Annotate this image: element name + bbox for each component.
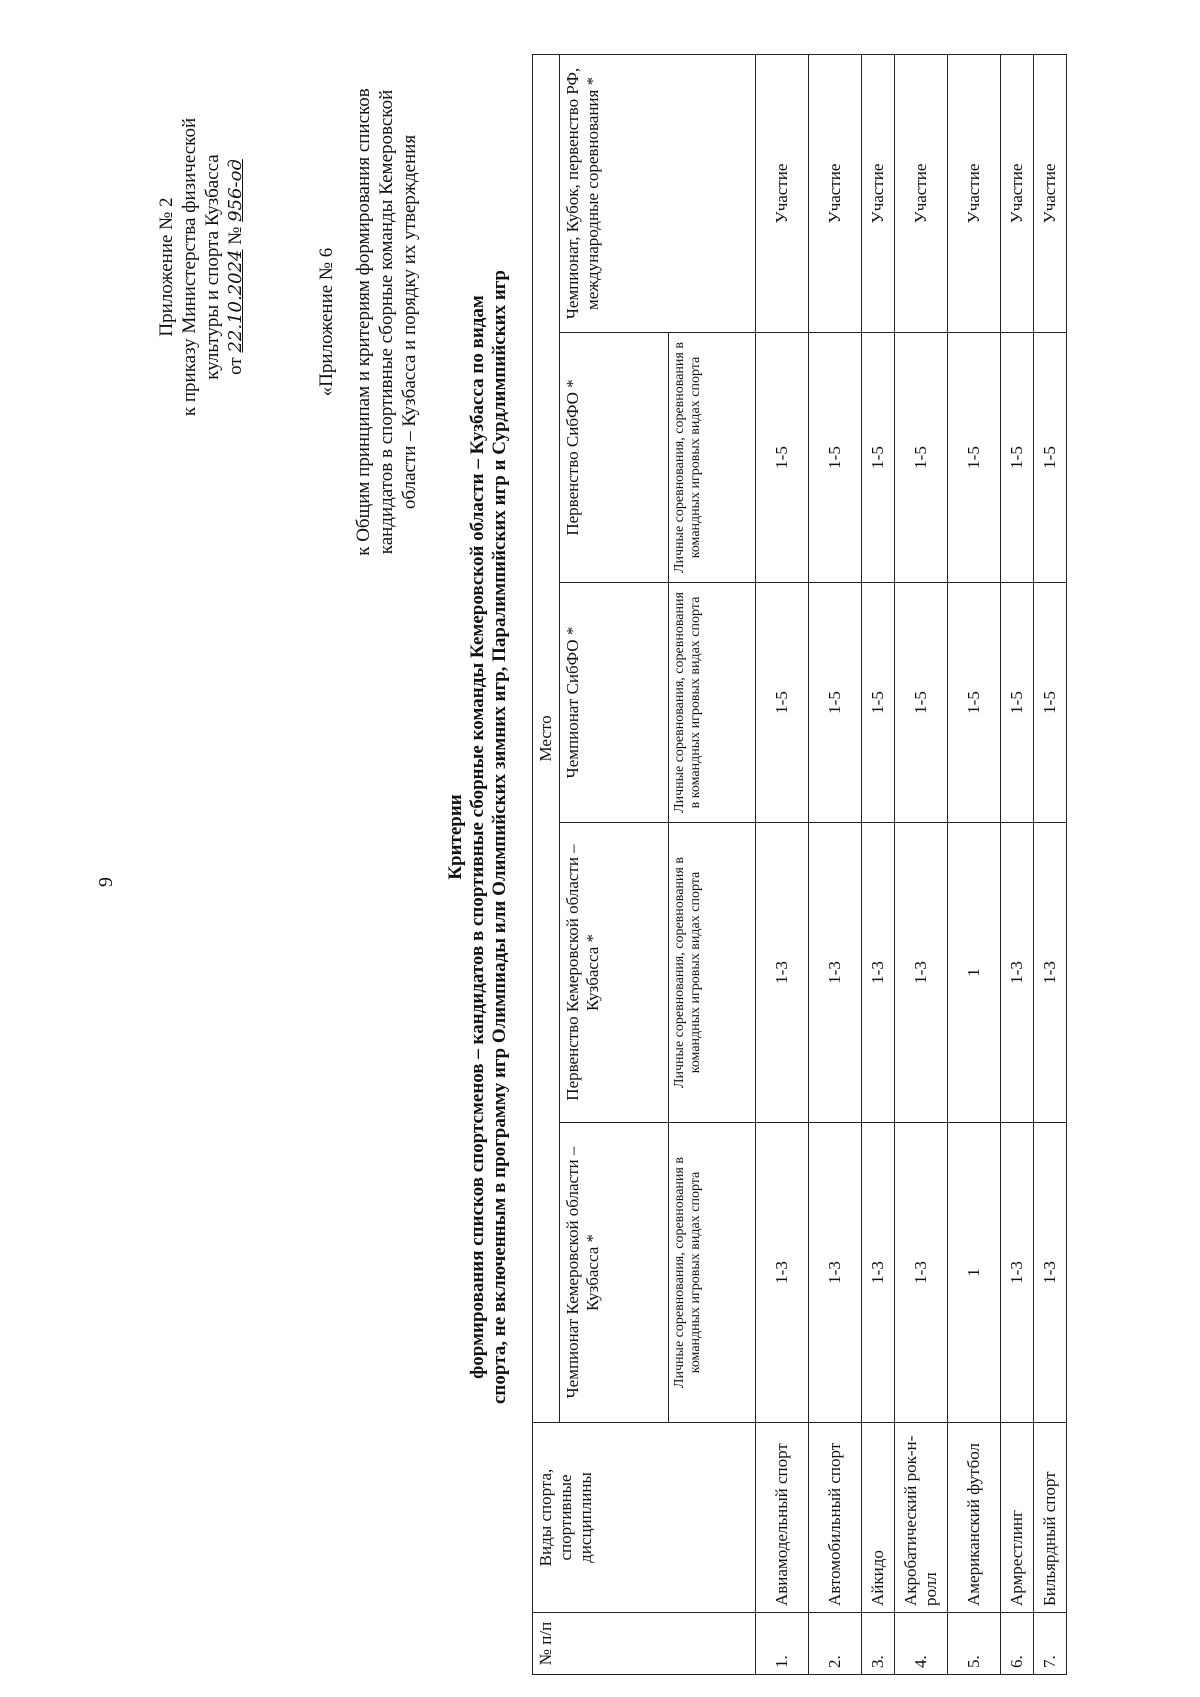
subheader-championship-region: Личные соревнования, соревнования в командных игровых видах спорта [669,1123,756,1423]
row-value: 1-3 [756,823,809,1123]
row-value: 1-5 [948,583,1001,823]
header-first-region: Первенство Кемеровской области – Кузбасса * [560,823,669,1123]
header-championship-sfo: Чемпионат СибФО * [560,583,669,823]
row-value: 1-5 [809,583,862,823]
row-num: 2. [809,1613,862,1675]
document-title [445,97,511,1577]
header-sport: Виды спорта, спортивные дисциплины [533,1423,756,1613]
row-value: 1 [948,823,1001,1123]
appendix-header [155,67,247,467]
row-num: 6. [1001,1613,1034,1675]
prev-appendix-line-3: кандидатов в спортивные сборные команды Кемеровской [376,89,397,555]
table-row [1034,54,1067,1674]
criteria-table [532,54,1067,1675]
header-place: Место [533,54,560,1422]
row-value: 1 [948,1123,1001,1423]
table-row [895,54,948,1674]
row-num: 7. [1034,1613,1067,1675]
row-value: Участие [862,54,895,332]
row-value: 1-5 [948,333,1001,583]
row-value: 1-3 [756,1123,809,1423]
subheader-first-sfo: Личные соревнования, соревнования в командных игровых видах спорта [669,333,756,583]
row-sport: Акробатический рок-н-ролл [895,1423,948,1613]
appendix-date-line [224,67,247,467]
table-row [1001,54,1034,1674]
row-sport: Автомобильный спорт [809,1423,862,1613]
row-value: Участие [756,54,809,332]
table-row [809,54,862,1674]
row-value: 1-3 [862,1123,895,1423]
row-value: 1-5 [862,583,895,823]
row-sport: Бильярдный спорт [1034,1423,1067,1613]
row-value: 1-5 [1001,583,1034,823]
row-num: 4. [895,1613,948,1675]
row-num: 3. [862,1613,895,1675]
row-value: 1-5 [895,333,948,583]
row-value: 1-5 [1034,583,1067,823]
row-num: 5. [948,1613,1001,1675]
header-row-place [533,54,560,1674]
header-num: № п/п [533,1613,756,1675]
row-value: 1-5 [756,333,809,583]
header-championship-region: Чемпионат Кемеровской области – Кузбасса * [560,1123,669,1423]
row-sport: Айкидо [862,1423,895,1613]
table-row [756,54,809,1674]
title-line-3: спорта, не включенным в программу игр Олимпиады или Олимпийских зимних игр, Паралимпийских игр и Сурдлимпийских игр [489,270,510,1405]
header-russia-international: Чемпионат, Кубок, первенство РФ, международные соревнования * [560,54,756,332]
table-row [862,54,895,1674]
row-value: 1-3 [1034,823,1067,1123]
row-value: 1-3 [1001,1123,1034,1423]
row-value: 1-5 [862,333,895,583]
previous-appendix-reference [315,17,421,627]
appendix-order-line: к приказу Министерства физической [179,117,200,417]
page-number: 9 [95,877,117,887]
appendix-ministry-line: культуры и спорта Кузбасса [202,154,223,380]
prev-appendix-title: «Приложение № 6 [316,247,337,397]
row-sport: Авиамодельный спорт [756,1423,809,1613]
row-value: 1-5 [895,583,948,823]
subheader-first-region: Личные соревнования, соревнования в командных игровых видах спорта [669,823,756,1123]
row-value: 1-3 [895,1123,948,1423]
row-value: 1-5 [1001,333,1034,583]
row-value: Участие [1034,54,1067,332]
row-value: 1-5 [809,333,862,583]
handwritten-date: 22.10.2024 [225,249,246,353]
date-prefix: от [225,357,246,375]
handwritten-order-number: 956-од [225,159,246,222]
row-value: Участие [1001,54,1034,332]
row-value: 1-3 [895,823,948,1123]
row-value: Участие [895,54,948,332]
header-first-sfo: Первенство СибФО * [560,333,669,583]
table-row [948,54,1001,1674]
appendix-title: Приложение № 2 [156,197,177,337]
row-value: 1-3 [1034,1123,1067,1423]
row-value: Участие [948,54,1001,332]
prev-appendix-line-2: к Общим принципам и критериям формирования списков [353,88,374,556]
number-prefix: № [225,226,246,245]
row-sport: Американский футбол [948,1423,1001,1613]
row-value: 1-3 [809,1123,862,1423]
row-value: Участие [809,54,862,332]
prev-appendix-line-4: области – Кузбасса и порядку их утверждения [399,134,420,510]
row-value: 1-5 [756,583,809,823]
row-num: 1. [756,1613,809,1675]
row-value: 1-3 [1001,823,1034,1123]
subheader-championship-sfo: Личные соревнования, соревнования в командных игровых видах спорта [669,583,756,823]
row-value: 1-5 [1034,333,1067,583]
row-value: 1-3 [809,823,862,1123]
title-criteria: Критерии [445,794,466,880]
title-line-2: формирования списков спортсменов – кандидатов в спортивные сборные команды Кемеровской области – Кузбасса по видам [467,295,488,1379]
row-sport: Армрестлинг [1001,1423,1034,1613]
row-value: 1-3 [862,823,895,1123]
